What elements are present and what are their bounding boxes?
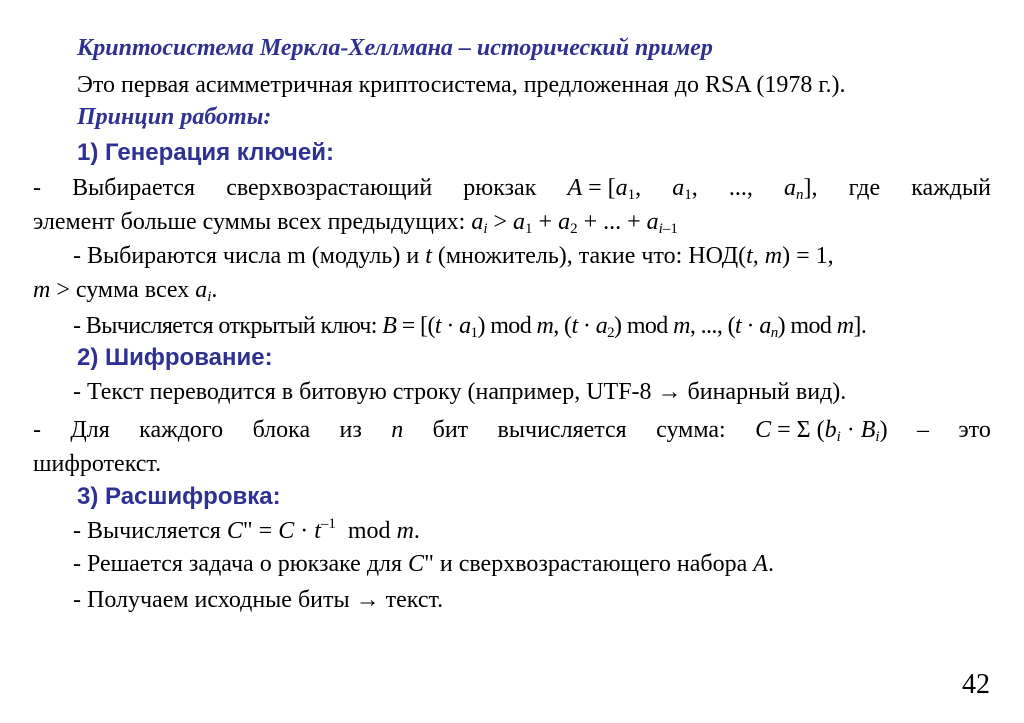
decrypt-bullet-2: - Решается задача о рюкзаке для C" и сверхвозрастающего набора A. xyxy=(73,551,774,577)
page-number: 42 xyxy=(962,669,990,700)
formula-sum: C = Σ $(b_i \cdot B_i)$ xyxy=(755,417,888,445)
keygen-bullet-3: - Вычисляется открытый ключ: $B = [(t \cdot a_1)$ mod m, $(t \cdot a_2)$ mod m, ..., $(t \cdot a_n)$ mod m]. xyxy=(73,313,867,341)
text-word: Выбирается xyxy=(72,175,196,201)
text-word: Для xyxy=(70,417,110,443)
encrypt-heading: 2) Шифрование: xyxy=(77,344,273,371)
keygen-bullet-2-cont: m > сумма всех $a_i$. xyxy=(33,277,218,305)
slide-title: Криптосистема Меркла-Хеллмана – исторический пример xyxy=(77,35,713,61)
text-word: – xyxy=(916,417,929,443)
decrypt-bullet-3: - Получаем исходные биты → текст. xyxy=(73,587,444,613)
decrypt-bullet-1: - Вычисляется C" = $C \cdot t^{-1}$ mod m. xyxy=(73,516,420,544)
encrypt-bullet-1: - Текст переводится в битовую строку (например, UTF-8 → бинарный вид). xyxy=(73,379,847,405)
keygen-bullet-1 xyxy=(33,172,991,204)
principle-heading: Принцип работы: xyxy=(77,104,272,130)
bullet-dash: - xyxy=(33,417,41,443)
formula-knapsack: $A = [a_1$, xyxy=(567,175,642,203)
text-word: блока xyxy=(252,417,311,443)
formula-part: ..., xyxy=(728,175,753,201)
text-word: вычисляется xyxy=(497,417,627,443)
text-word: сверхвозрастающий xyxy=(226,175,433,201)
text-word: рюкзак xyxy=(463,175,537,201)
keygen-heading: 1) Генерация ключей: xyxy=(77,139,334,166)
decrypt-heading: 3) Расшифровка: xyxy=(77,483,281,510)
text-word: сумма: xyxy=(656,417,726,443)
text-word: каждый xyxy=(911,175,991,201)
intro-text: Это первая асимметричная криптосистема, предложенная до RSA (1978 г.). xyxy=(77,72,846,98)
encrypt-bullet-2 xyxy=(33,414,991,446)
text-word: из xyxy=(339,417,362,443)
formula-part: $a_n$], xyxy=(784,175,818,203)
formula-part: $a_1$, xyxy=(672,175,698,203)
text-word: каждого xyxy=(139,417,224,443)
keygen-bullet-1-cont: элемент больше суммы всех предыдущих: $a_i > a_1 + a_2$ + ... + $a_{i-1}$ xyxy=(33,209,678,237)
text-word: где xyxy=(848,175,881,201)
keygen-bullet-2: - Выбираются числа m (модуль) и t (множитель), такие что: НОД(t, m) = 1, xyxy=(73,243,834,269)
formula-part: n xyxy=(391,417,404,443)
text-word: бит xyxy=(432,417,469,443)
text-word: это xyxy=(958,417,991,443)
encrypt-bullet-2-cont: шифротекст. xyxy=(33,451,162,477)
bullet-dash: - xyxy=(33,175,41,201)
